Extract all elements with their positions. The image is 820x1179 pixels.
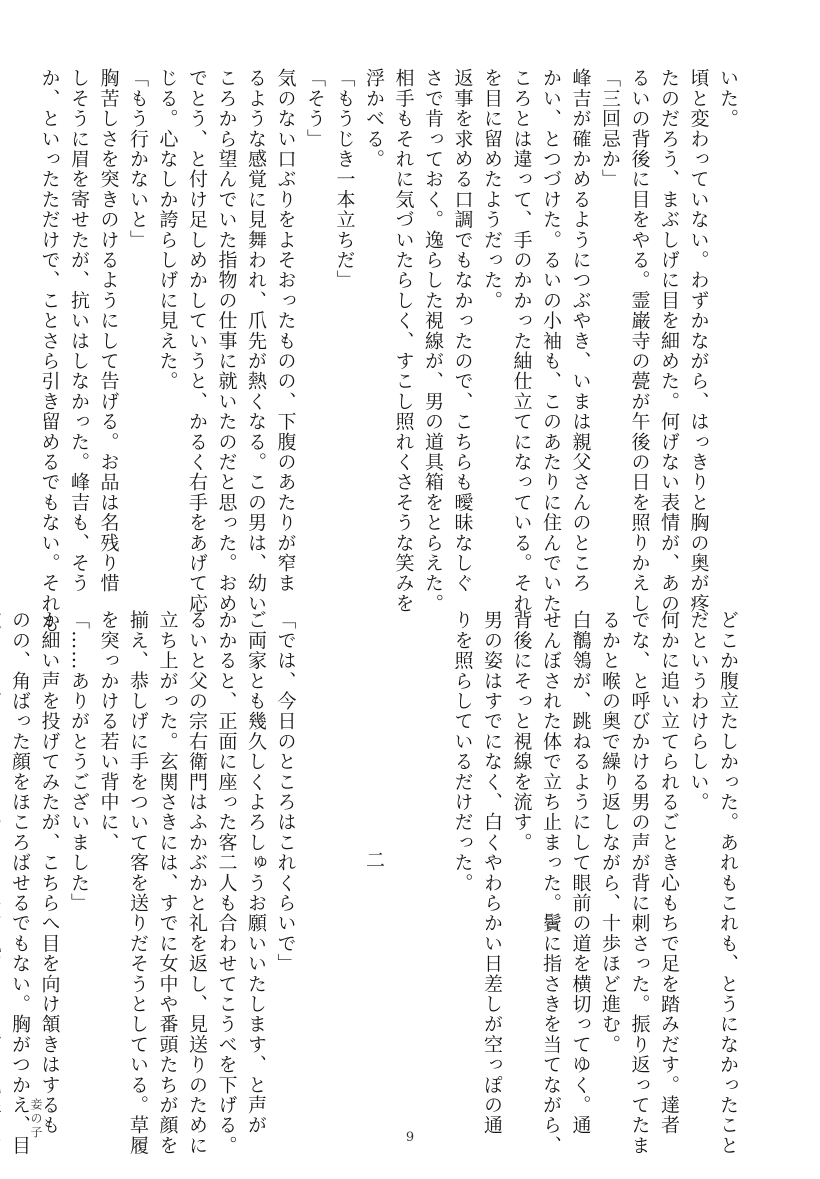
text-line: 「そう」 (304, 68, 326, 149)
text-line: どこか腹立たしかった。あれもこれも、とうになかったこと (717, 610, 739, 1156)
page-number: 9 (405, 1130, 415, 1145)
text-line (329, 610, 359, 1110)
text-line: 「三回忌か」 (599, 68, 621, 190)
text-line: りを照らしているだけだった。 (451, 610, 474, 893)
text-line: 白鶺鴒が、跳ねるようにして眼前の道を横切ってゆく。通 (569, 610, 592, 1136)
text-line: じる。心なしか誇らしげに見えた。 (156, 68, 179, 392)
text-line (300, 610, 330, 1110)
text-line: 返事を求める口調でもなかったので、こちらも曖昧なしぐ (451, 68, 474, 594)
text-line (388, 610, 418, 1110)
text-line: のの、角ばった顔をほころばせるでもない。胸がつかえ、目 (9, 610, 31, 1156)
text-line: 峰吉が確かめるようにつぶやき、いまは親父さんのところ (569, 68, 592, 594)
text-line: るような感覚に見舞われ、爪先が熱くなる。この男は、幼い (245, 68, 267, 614)
text-line: 立ち上がった。玄関さきには、すでに女中や番頭たちが顔を (156, 610, 179, 1156)
text-line: 浮かべる。 (363, 68, 385, 169)
text-block-upper (38, 68, 742, 634)
text-line: ころから望んでいた指物の仕事に就いたのだと思った。おめ (215, 68, 238, 614)
text-line: か細い声を投げてみたが、こちらへ目を向け頷きはするも (38, 610, 61, 1136)
text-line: るいの背後に目をやる。霊巌寺の甍が午後の日を照りかえし (628, 68, 651, 614)
text-line: ころとは違って、手のかかった紬仕立てになっている。それ (510, 68, 533, 614)
text-line: 男の姿はすでになく、白くやわらかい日差しが空っぽの通 (481, 610, 503, 1136)
section-heading: 二 (363, 849, 385, 871)
text-line: だというわけらしい。 (687, 610, 710, 812)
text-line: せんぼされた体で立ち止まった。鬢に指さきを当てながら、 (540, 610, 562, 1156)
text-line: 「もうじき一本立ちだ」 (333, 68, 356, 291)
text-line: を目に留めたようだった。 (481, 68, 503, 311)
text-line: 「……ありがとうございました」 (68, 610, 90, 913)
text-line: さで肯っておく。逸らした視線が、男の道具箱をとらえた。 (422, 68, 444, 614)
text-line: 「では、今日のところはこれくらいで」 (274, 610, 297, 974)
text-line: るいと父の宗右衛門はふかぶかと礼を返し、見送りのために (186, 610, 208, 1156)
text-line: 相手もそれに気づいたらしく、すこし照れくさそうな笑みを (392, 68, 415, 614)
text-line: を突っかける若い背中に、 (97, 610, 120, 853)
text-line: でとう、と付け足しめかしていうと、かるく右手をあげて応 (186, 68, 208, 614)
text-line: か、といったただけで、ことさら引き留めるでもない。それも (38, 68, 61, 634)
text-line: 胸苦しさを突きのけるようにして告げる。お品は名残り惜 (97, 68, 120, 594)
text-line: しそうに眉を寄せたが、抗いはしなかった。峰吉も、そう (68, 68, 90, 594)
text-line: 頃と変わっていない。わずかながら、はっきりと胸の奥が疼 (687, 68, 710, 614)
text-line (418, 610, 448, 1110)
text-line: 気のない口ぶりをよそおったものの、下腹のあたりが窄ま (274, 68, 297, 594)
text-line: 揃え、恭しげに手をついて客を送りだそうとしている。草履 (127, 610, 149, 1156)
text-line: 「もう行かないと」 (127, 68, 149, 250)
text-line: 何かに追い立てられるごとき心もちで足を踏みだす。達者 (658, 610, 680, 1136)
running-head: 妾の子 (29, 1098, 43, 1140)
text-line: いた。 (717, 68, 739, 129)
text-line: 背後にそっと視線を流す。 (510, 610, 533, 853)
text-line: でな、と呼びかける男の声が背に刺さった。振り返ってたま (628, 610, 651, 1156)
text-line: たのだろう、まぶしげに目を細めた。何げない表情が、あの (658, 68, 680, 614)
text-line (0, 610, 5, 1110)
text-line: ご両家とも幾久しくよろしゅうお願いいたします、と声が (245, 610, 267, 1136)
text-line: るかと喉の奥で繰り返しながら、十歩ほど進む。 (599, 610, 621, 1055)
text-line: かい、とつづけた。るいの小袖も、このあたりに住んでいた (540, 68, 562, 614)
text-line: かかると、正面に座った客二人も合わせてこうべを下げる。 (215, 610, 238, 1156)
